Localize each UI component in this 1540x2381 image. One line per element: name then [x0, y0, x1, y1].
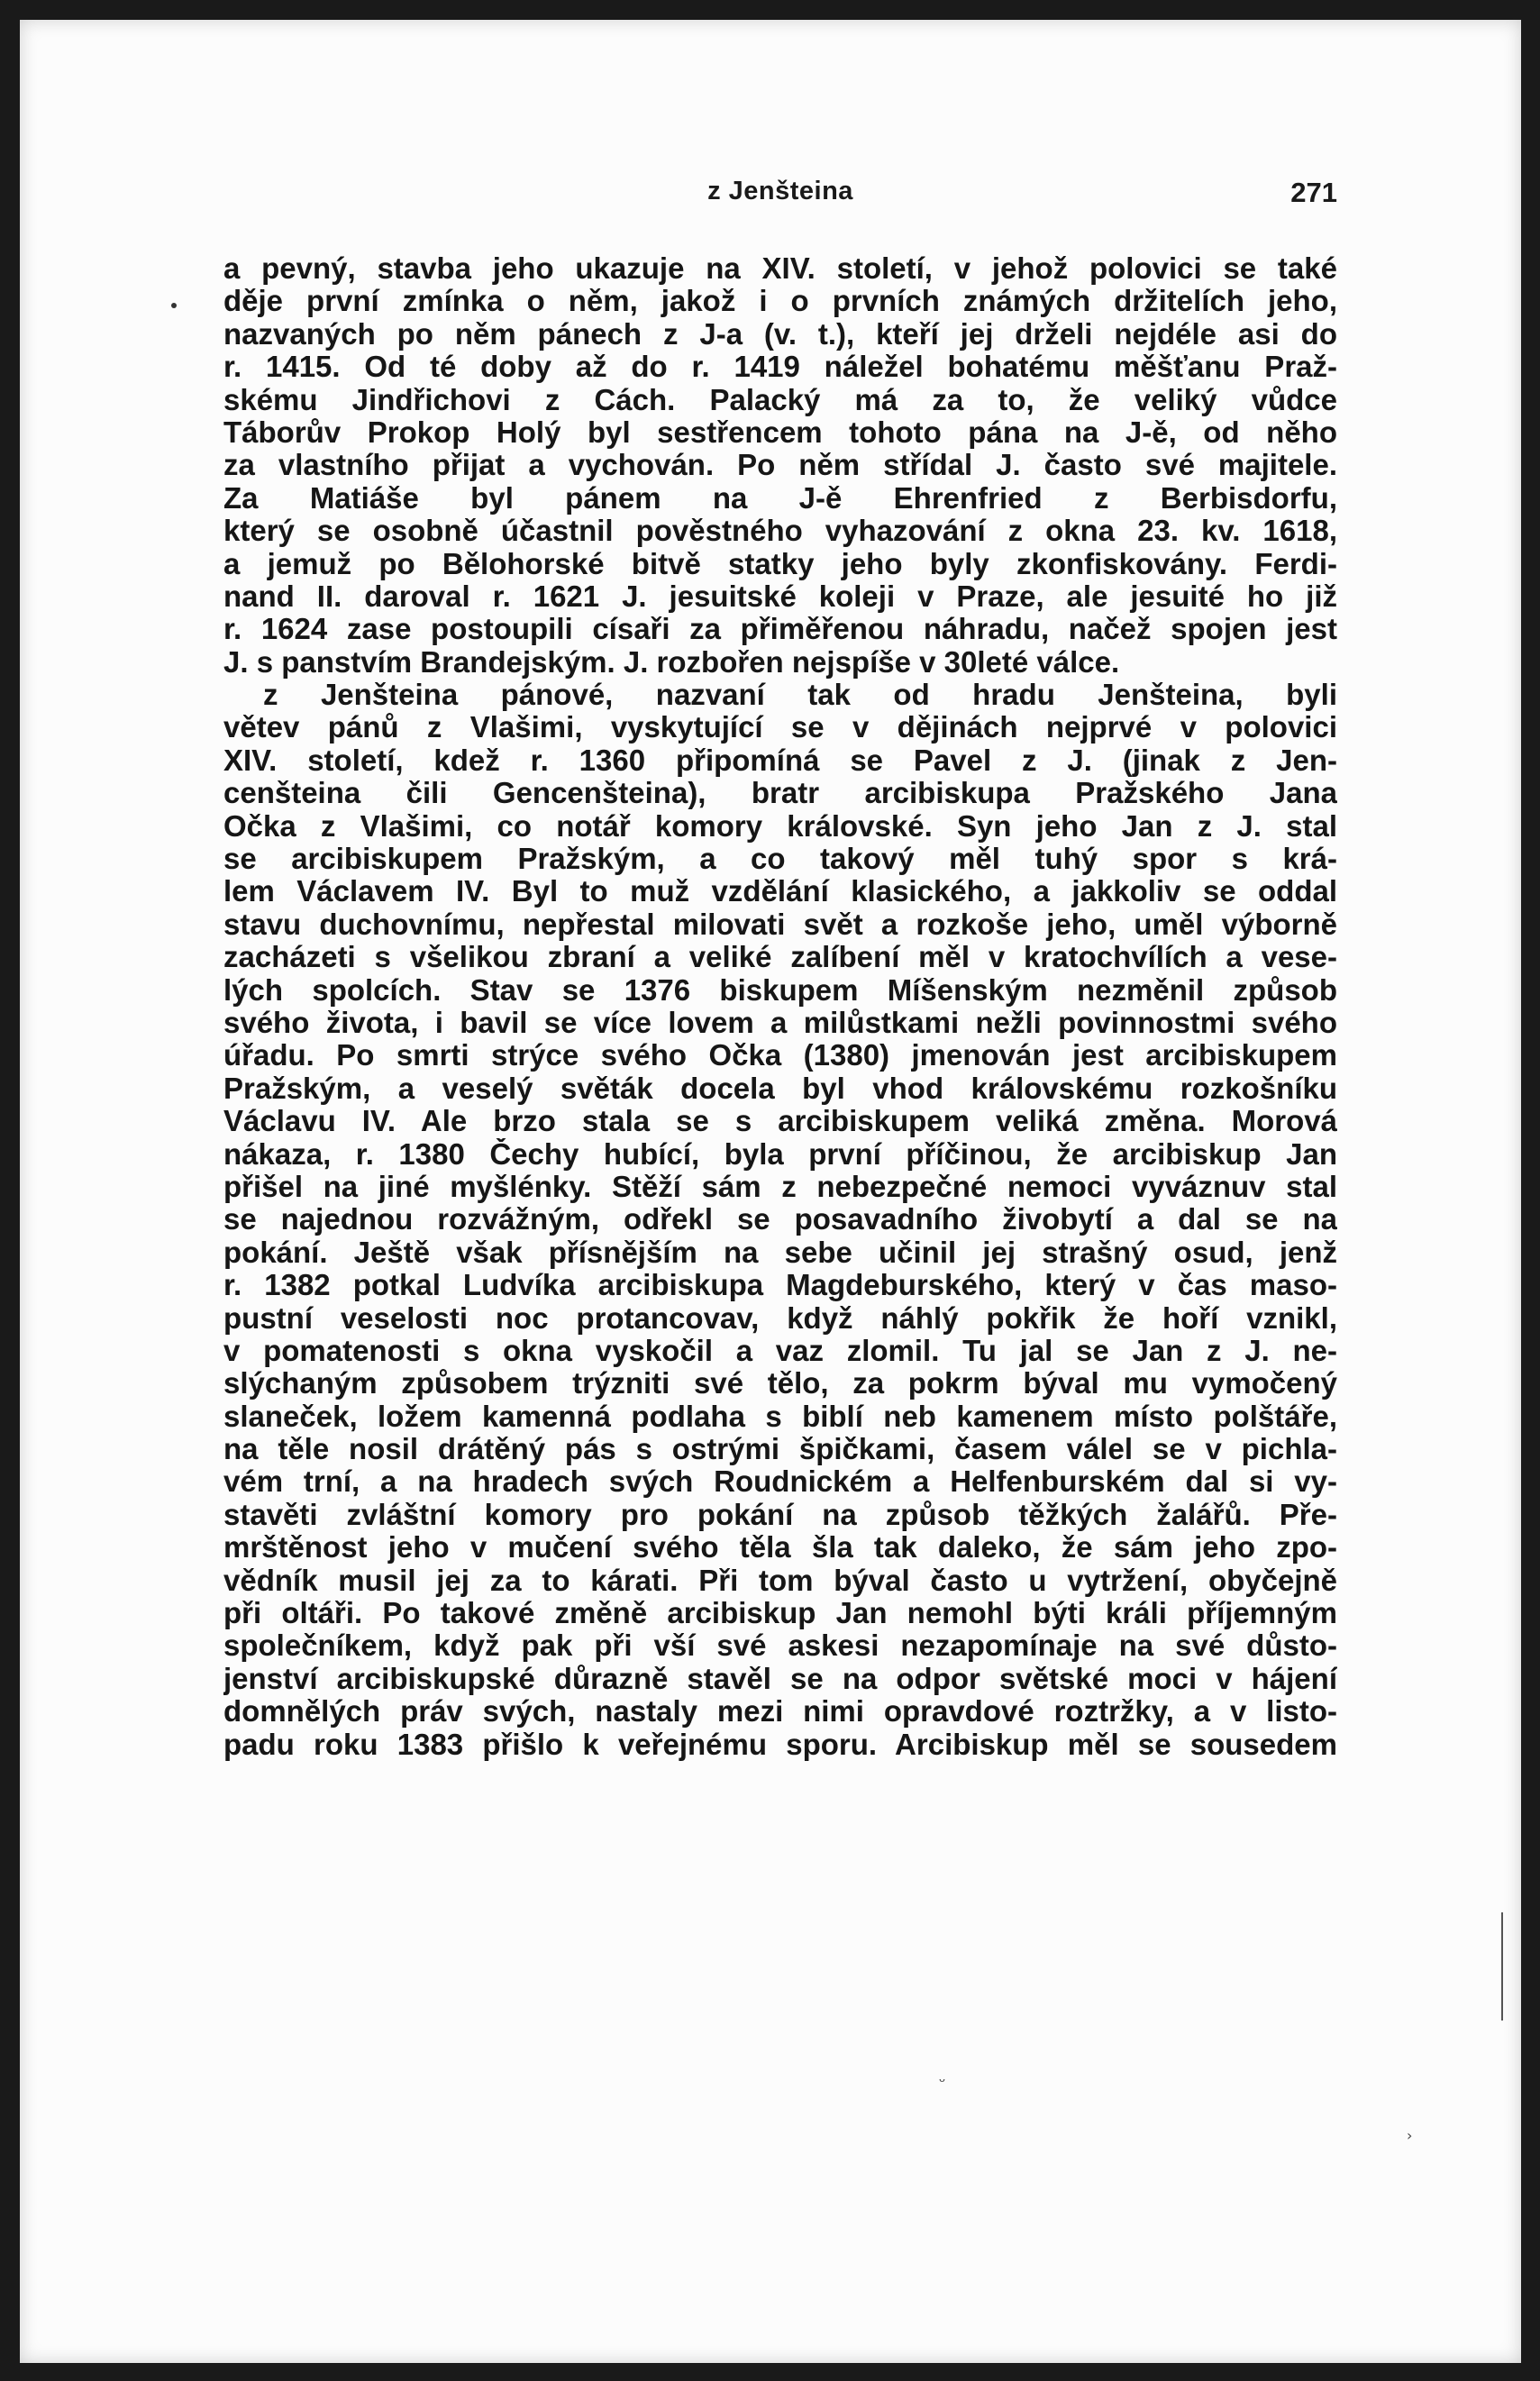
text-line: skému Jindřichovi z Cách. Palacký má za to, že veliký vůdce: [223, 383, 1337, 416]
text-line: svého života, i bavil se více lovem a milůstkami nežli povinnostmi svého: [223, 1006, 1337, 1039]
text-line: větev pánů z Vlašimi, vyskytující se v dějinách nejprvé v polovici: [223, 711, 1337, 744]
text-line: r. 1624 zase postoupili císaři za přiměřenou náhradu, načež spojen jest: [223, 613, 1337, 646]
text-line: jenství arcibiskupské důrazně stavěl se na odpor světské moci v hájení: [223, 1662, 1337, 1695]
text-line: a jemuž po Bělohorské bitvě statky jeho byly zkonfiskovány. Ferdi-: [223, 547, 1337, 580]
text-line: Za Matiáše byl pánem na J-ě Ehrenfried z Berbisdorfu,: [223, 481, 1337, 515]
text-line: lých spolcích. Stav se 1376 biskupem Míšenským nezměnil způsob: [223, 973, 1337, 1007]
margin-dot: [171, 303, 177, 308]
text-line: vém trní, a na hradech svých Roudnickém a Helfenburském dal si vy-: [223, 1465, 1337, 1499]
text-line: stavěti zvláštní komory pro pokání na způsob těžkých žalářů. Pře-: [223, 1498, 1337, 1531]
text-line: na těle nosil drátěný pás s ostrými špičkami, časem válel se v pichla-: [223, 1433, 1337, 1466]
text-line: úřadu. Po smrti strýce svého Očka (1380) jmenován jest arcibiskupem: [223, 1039, 1337, 1072]
text-line: Táborův Prokop Holý byl sestřencem tohoto pána na J-ě, od něho: [223, 415, 1337, 449]
text-line: v pomatenosti s okna vyskočil a vaz zlomil. Tu jal se Jan z J. ne-: [223, 1334, 1337, 1367]
text-line: nazvaných po něm pánech z J-a (v. t.), kteří jej drželi nejdéle asi do: [223, 317, 1337, 351]
stray-mark: ᵕ: [939, 2073, 946, 2092]
page-edge-shadow: [1501, 1912, 1503, 2021]
text-line: a pevný, stavba jeho ukazuje na XIV. století, v jehož polovici se také: [223, 252, 1337, 285]
text-line: zacházeti s všelikou zbraní a veliké zalíbení měl v kratochvílích a vese-: [223, 941, 1337, 974]
body-text: [223, 252, 1337, 1761]
text-line: se arcibiskupem Pražským, a co takový měl tuhý spor s krá-: [223, 843, 1337, 876]
text-line: cenšteina čili Gencenšteina), bratr arcibiskupa Pražského Jana: [223, 777, 1337, 810]
text-line: pustní veselosti noc protancovav, když náhlý pokřik že hoří vznikl,: [223, 1301, 1337, 1335]
text-line: nákaza, r. 1380 Čechy hubící, byla první příčinou, že arcibiskup Jan: [223, 1137, 1337, 1171]
text-line: při oltáři. Po takové změně arcibiskup Jan nemohl býti králi příjemným: [223, 1597, 1337, 1630]
text-line: který se osobně účastnil pověstného vyhazování z okna 23. kv. 1618,: [223, 515, 1337, 548]
text-line: Pražským, a veselý světák docela byl vhod královskému rozkošníku: [223, 1072, 1337, 1105]
entry-heading-line: z Jenšteina pánové, nazvaní tak od hradu Jenšteina, byli: [263, 679, 1337, 712]
text-line: vědník musil jej za to kárati. Při tom býval často u vytržení, obyčejně: [223, 1564, 1337, 1597]
stray-mark: ›: [1407, 2127, 1413, 2144]
running-title: z Jenšteina: [707, 177, 853, 205]
text-line: padu roku 1383 přišlo k veřejnému sporu. Arcibiskup měl se sousedem: [223, 1728, 1337, 1761]
text-line: J. s panstvím Brandejským. J. rozbořen nejspíše v 30leté válce.: [223, 645, 1120, 679]
text-line: děje první zmínka o něm, jakož i o prvních známých držitelích jeho,: [223, 285, 1337, 318]
text-line: pokání. Ještě však přísnějším na sebe učinil jej strašný osud, jenž: [223, 1236, 1337, 1269]
text-line: slýchaným způsobem trýzniti své tělo, za pokrm býval mu vymočený: [223, 1367, 1337, 1400]
text-line: společníkem, když pak při vší své askesi nezapomínaje na své důsto-: [223, 1629, 1337, 1663]
text-line: domnělých práv svých, nastaly mezi nimi opravdové roztržky, a v listo-: [223, 1695, 1337, 1729]
text-line: za vlastního přijat a vychován. Po něm střídal J. často své majitele.: [223, 449, 1337, 482]
text-line: Václavu IV. Ale brzo stala se s arcibiskupem veliká změna. Morová: [223, 1105, 1337, 1138]
text-line: XIV. století, kdež r. 1360 připomíná se Pavel z J. (jinak z Jen-: [223, 743, 1337, 777]
text-line: slaneček, ložem kamenná podlaha s biblí neb kamenem místo polštáře,: [223, 1400, 1337, 1433]
text-line: r. 1382 potkal Ludvíka arcibiskupa Magdeburského, který v čas maso-: [223, 1269, 1337, 1302]
text-line: Očka z Vlašimi, co notář komory královské. Syn jeho Jan z J. stal: [223, 809, 1337, 843]
page-number: 271: [1290, 177, 1337, 208]
text-line: lem Václavem IV. Byl to muž vzdělání klasického, a jakkoliv se oddal: [223, 875, 1337, 908]
text-line: přišel na jiné myšlénky. Stěží sám z nebezpečné nemoci vyváznuv stal: [223, 1170, 1337, 1203]
text-line: stavu duchovnímu, nepřestal milovati svět a rozkoše jeho, uměl výborně: [223, 908, 1337, 941]
text-line: r. 1415. Od té doby až do r. 1419 náležel bohatému měšťanu Praž-: [223, 351, 1337, 384]
page-header: [223, 177, 1337, 213]
text-line: nand II. daroval r. 1621 J. jesuitské koleji v Praze, ale jesuité ho již: [223, 579, 1337, 613]
text-line: se najednou rozvážným, odřekl se posavadního živobytí a dal se na: [223, 1203, 1337, 1236]
text-line: mrštěnost jeho v mučení svého těla šla tak daleko, že sám jeho zpo-: [223, 1531, 1337, 1565]
